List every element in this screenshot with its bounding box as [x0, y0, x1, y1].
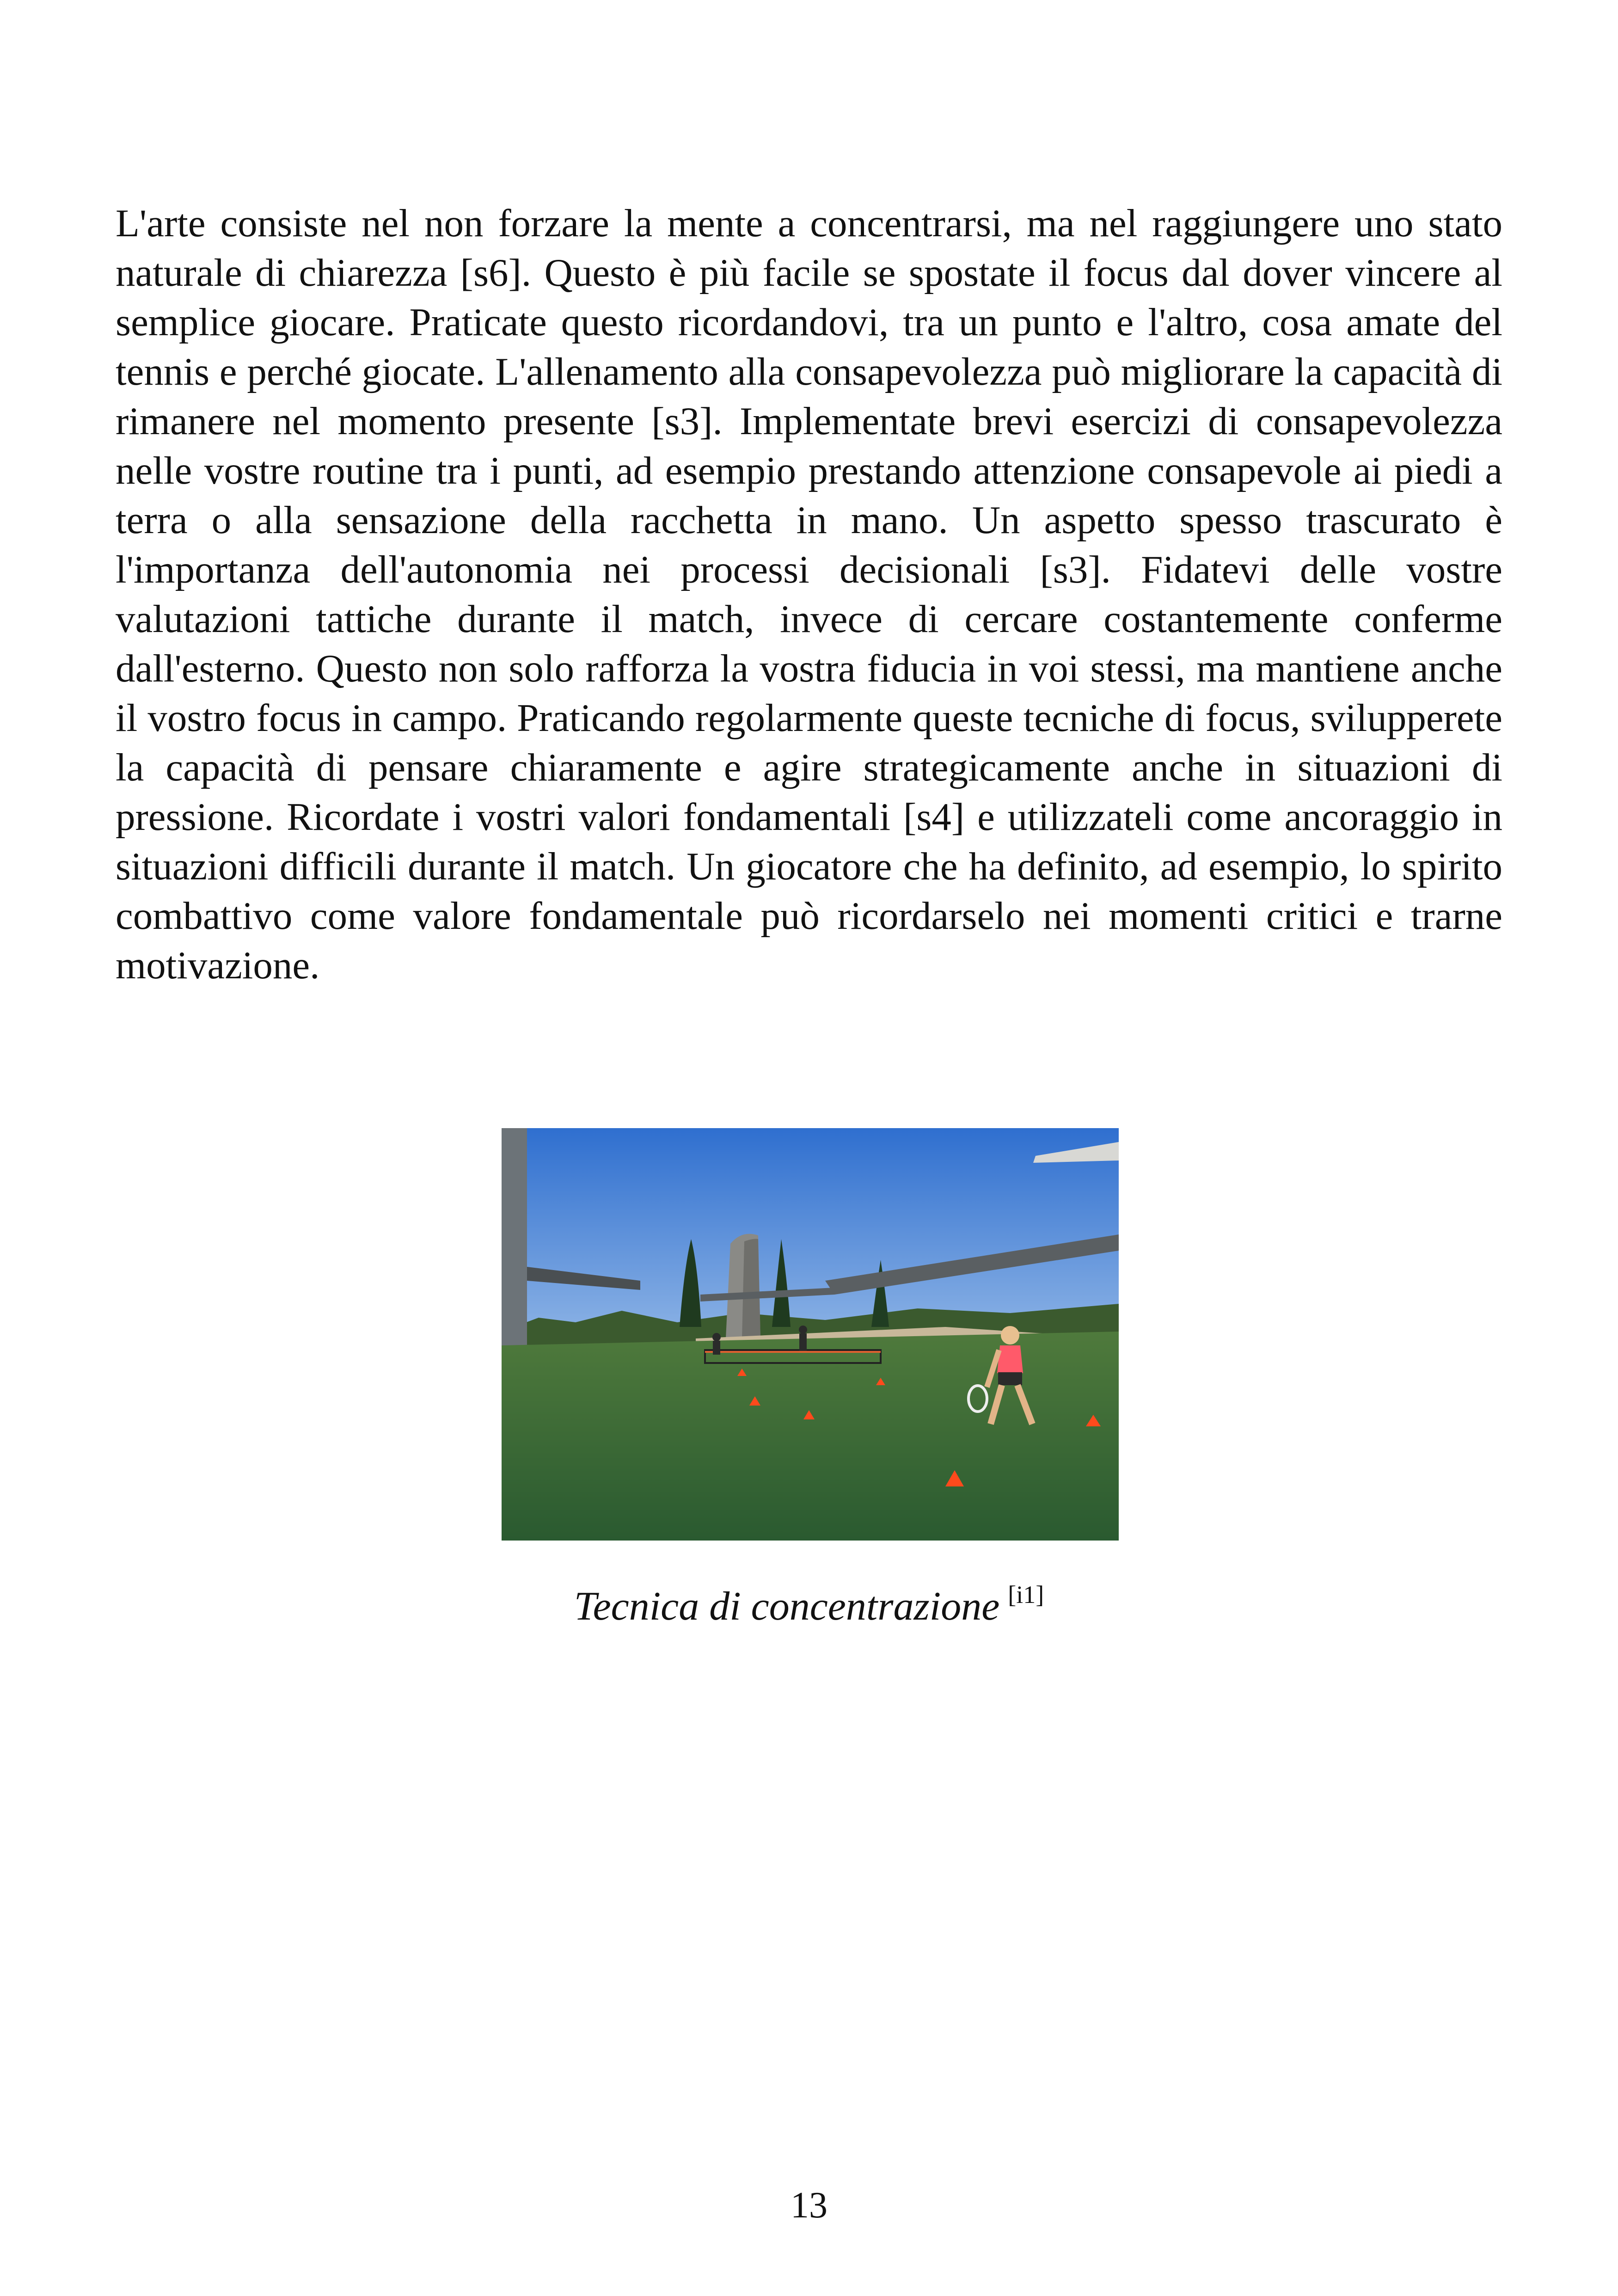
- page-number: 13: [791, 2185, 827, 2226]
- player-head: [1001, 1326, 1019, 1344]
- body-paragraph: L'arte consiste nel non forzare la mente a concentrarsi, ma nel raggiungere uno stato naturale di chiarezza [s6]. Questo è più facile se spostate il focus dal dover vincere al semplice giocare. Praticate questo ricordandovi, tra un punto e l'altro, cosa amate del tennis e perché giocate. L'allenamento alla consapevolezza può migliorare la capacità di rimanere nel momento presente [s3]. Implementate brevi esercizi di consapevolezza nelle vostre routine tra i punti, ad esempio prestando attenzione consapevole ai piedi a terra o alla sensazione della racchetta in mano. Un aspetto spesso trascurato è l'importanza dell'autonomia nei processi decisionali [s3]. Fidatevi delle vostre valutazioni tattiche durante il match, invece di cercare costantemente conferme dall'esterno. Questo non solo rafforza la vostra fiducia in voi stessi, ma mantiene anche il vostro focus in campo. Praticando regolarmente queste tecniche di focus, svilupperete la capacità di pensare chiaramente e agire strategicamente anche in situazioni di pressione. Ricordate i vostri valori fondamentali [s4] e utilizzateli come ancoraggio in situazioni difficili durante il match. Un giocatore che ha definito, ad esempio, lo spirito combattivo come valore fondamentale può ricordarselo nei momenti critici e trarne motivazione.: [116, 202, 1502, 987]
- photo-illustration: [502, 1128, 1119, 1541]
- tennis-training-photo: [502, 1128, 1119, 1541]
- climbing-tower-shade: [742, 1239, 760, 1338]
- figure-caption: [0, 1581, 1618, 1637]
- caption-reference: [i1]: [1008, 1581, 1044, 1608]
- player-shirt: [997, 1345, 1023, 1373]
- player-shorts: [998, 1372, 1022, 1385]
- caption-text: Tecnica di concentrazione: [574, 1584, 1000, 1629]
